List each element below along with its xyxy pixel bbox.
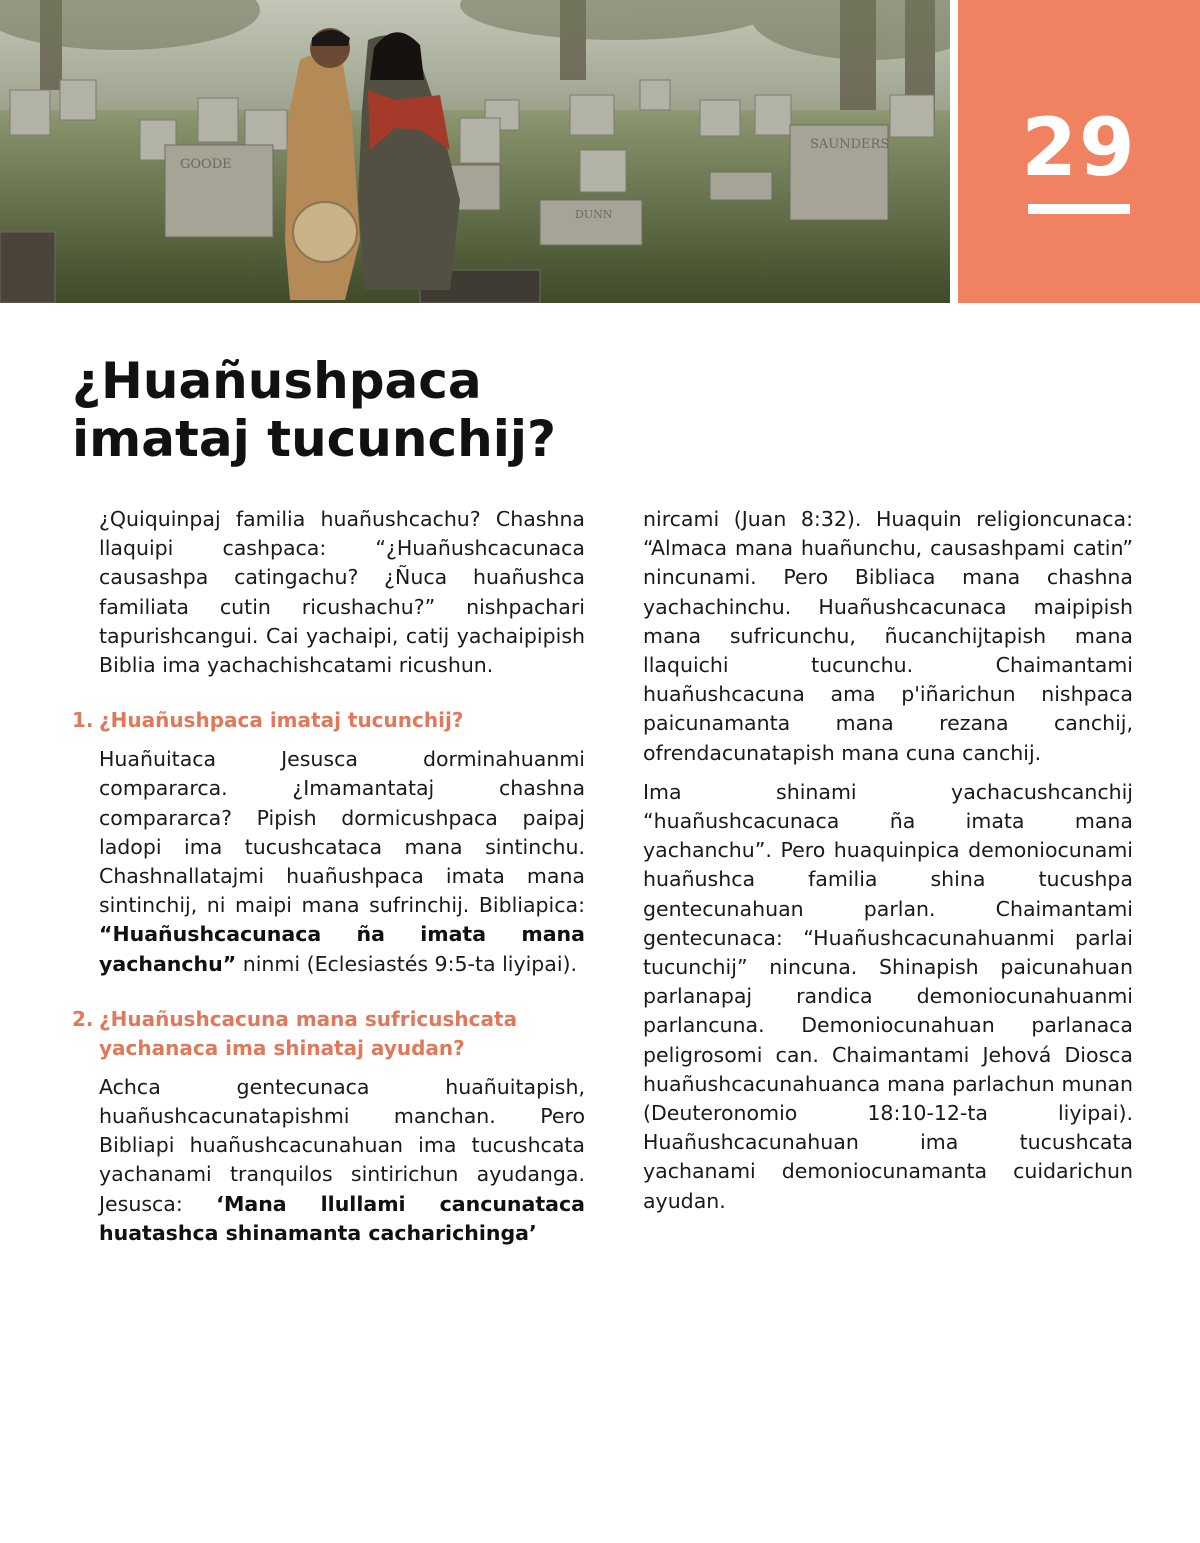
question-1 bbox=[72, 706, 585, 735]
question-1-text: ¿Huañushpaca imataj tucunchij? bbox=[99, 708, 464, 733]
section-1-text-b: ninmi (Eclesiastés 9:5-ta liyipai). bbox=[236, 951, 578, 976]
page-title: ¿Huañushpaca imataj tucunchij? bbox=[72, 352, 557, 468]
section-1-quote: “Huañushcacunaca ña imata mana yachanchu” bbox=[99, 922, 585, 976]
svg-text:SAUNDERS: SAUNDERS bbox=[810, 137, 890, 152]
hero-photo bbox=[0, 0, 950, 303]
question-2-text: ¿Huañushcacuna mana sufricushcata yachanaca ima shinataj ayudan? bbox=[99, 1006, 518, 1060]
svg-text:DUNN: DUNN bbox=[575, 208, 613, 221]
lesson-number-badge bbox=[958, 0, 1200, 303]
right-column bbox=[643, 505, 1133, 1226]
section-2-quote: ‘Mana llullami cancunataca huatashca shinamanta cacharichinga’ bbox=[99, 1191, 585, 1245]
section-1-paragraph bbox=[99, 745, 585, 979]
section-2-text-a: Achca gentecunaca huañuitapish, huañushcacunatapishmi manchan. Pero Bibliapi huañushcacunahuan ima tucushcata yachanami tranquilos sintirichun ayudanga. Jesusca: bbox=[99, 1074, 585, 1216]
question-1-number: 1. bbox=[72, 708, 94, 733]
question-2-number: 2. bbox=[72, 1006, 94, 1031]
cemetery-couple-photo bbox=[0, 0, 950, 303]
section-2-paragraph-2: Ima shinami yachacushcanchij “huañushcacunaca ña imata mana yachanchu”. Pero huaquinpica demoniocunami huañushca familia shina tucushpa gentecunahuan parlan. Chaimantami gentecunaca: “Huañushcacunahuanmi parlai tucunchij” nincuna. Shinapish paicunahuan parlanapaj randica demoniocunahuanmi parlancuna. Demoniocunahuan parlanaca peligrosomi can. Chaimantami Jehová Diosca huañushcacunahuanca mana parlachun munan (Deuteronomio 18:10-12-ta liyipai). Huañushcacunahuan ima tucushcata yachanami demoniocunamanta cuidarichun ayudan. bbox=[643, 779, 1133, 1213]
section-2-paragraph bbox=[99, 1073, 585, 1248]
intro-paragraph: ¿Quiquinpaj familia huañushcachu? Chashna llaquipi cashpaca: “¿Huañushcacunaca causashpa catingachu? ¿Ñuca huañushca familiata cutin ricushachu?” nishpachari tapurishcangui. Cai yachaipi, catij yachaipipish Biblia ima yachachishcatami ricushun. bbox=[99, 507, 585, 678]
lesson-number: 29 bbox=[1021, 101, 1137, 194]
svg-text:GOODE: GOODE bbox=[180, 157, 232, 172]
section-1-text-a: Huañuitaca Jesusca dorminahuanmi compararca. ¿Imamantataj chashna compararca? Pipish dormicushpaca paipaj ladopi ima tucushcataca mana sintinchu. Chashnallatajmi huañushpaca imata mana sintinchij, ni maipi mana sufrinchij. Bibliapica: bbox=[99, 747, 585, 918]
question-2 bbox=[72, 1005, 585, 1063]
left-column bbox=[72, 505, 585, 1258]
section-2-paragraph-continued: nircami (Juan 8:32). Huaquin religioncunaca: “Almaca mana huañunchu, causashpami catin” nincunami. Pero Bibliaca mana chashna yachachinchu. Huañushcacunaca maipipish mana sufricunchu, ñucanchijtapish mana llaquichi tucunchu. Chaimantami huañushcacuna ama p'iñarichun nishpaca paicunamanta mana rezana canchij, ofrendacunatapish mana cuna canchij. bbox=[643, 507, 1133, 765]
lesson-number-underline bbox=[1028, 204, 1130, 214]
